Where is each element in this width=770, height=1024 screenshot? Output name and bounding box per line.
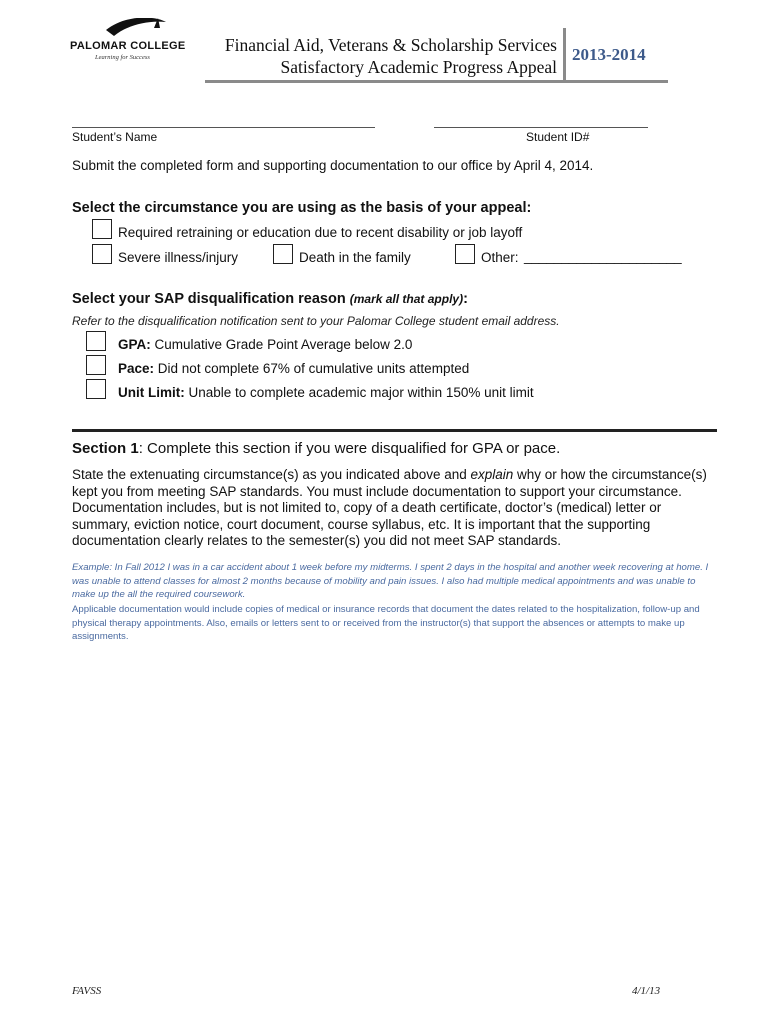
student-id-line[interactable] xyxy=(434,127,648,128)
section1-example: Example: In Fall 2012 I was in a car accident about 1 week before my midterms. I spent 2 days in the hospital and another week recovering at home. I was unable to attend classes for almost 2 months because of mobility and pain issues. I also had multiple medical appointments and was unable to make up the all the required coursework. xyxy=(72,562,709,600)
checkbox-other[interactable] xyxy=(455,244,475,264)
reason-unit-limit-label: Unit Limit: xyxy=(118,385,185,400)
section1-applicable-docs: Applicable documentation would include copies of medical or insurance records that document the dates related to the hospitalization, follow-up and physical therapy appointments. Also, emails or letters sent to or received from the instructor(s) that support the absences or attempts to make up assignments. xyxy=(72,604,700,642)
reason-gpa-label: GPA: xyxy=(118,337,151,352)
reason-unit-limit-text: Unable to complete academic major within 150% unit limit xyxy=(188,385,534,400)
reason-gpa xyxy=(118,337,412,352)
section-divider xyxy=(72,429,717,432)
disqualification-heading-text: Select your SAP disqualification reason xyxy=(72,291,346,307)
student-name-label: Student’s Name xyxy=(72,130,158,144)
logo-name: PALOMAR COLLEGE xyxy=(70,40,186,52)
award-year: 2013-2014 xyxy=(572,45,646,64)
disqualification-heading xyxy=(72,291,468,307)
reason-pace-text: Did not complete 67% of cumulative units attempted xyxy=(157,361,470,376)
other-input-line[interactable]: _____________________ xyxy=(524,249,682,264)
reason-gpa-text: Cumulative Grade Point Average below 2.0 xyxy=(154,337,413,352)
checkbox-unit-limit[interactable] xyxy=(86,379,106,399)
checkbox-illness[interactable] xyxy=(92,244,112,264)
disqualification-note: Refer to the disqualification notification sent to your Palomar College student email address. xyxy=(72,314,560,328)
checkbox-death[interactable] xyxy=(273,244,293,264)
reason-unit-limit xyxy=(118,385,534,400)
logo-tagline: Learning for Success xyxy=(95,54,150,61)
section1-heading-rest: : Complete this section if you were disqualified for GPA or pace. xyxy=(138,440,561,457)
circumstance-heading: Select the circumstance you are using as the basis of your appeal: xyxy=(72,200,532,216)
section1-para-explain: explain xyxy=(470,467,514,482)
header-divider-horizontal xyxy=(205,80,668,83)
option-death-label: Death in the family xyxy=(299,250,411,265)
option-illness-label: Severe illness/injury xyxy=(118,250,239,265)
checkbox-pace[interactable] xyxy=(86,355,106,375)
student-name-line[interactable] xyxy=(72,127,375,128)
section1-instructions xyxy=(72,467,712,550)
footer-date: 4/1/13 xyxy=(632,985,661,997)
reason-pace xyxy=(118,361,469,376)
option-other-label: Other: xyxy=(481,250,519,265)
disqualification-heading-note: (mark all that apply) xyxy=(349,292,464,306)
checkbox-gpa[interactable] xyxy=(86,331,106,351)
section1-para-part2: why or how the circumstance(s) kept you from meeting SAP standards. You must include documentation to support your circumstance. Documentation includes, but is not limited to, copy of a death certificate, doctor’s (medical) letter or summary, eviction notice, court document, course syllabus, etc. It is important that the supporting documentation clearly relates to the semester(s) you did not meet SAP standards. xyxy=(72,467,707,548)
disqualification-heading-colon: : xyxy=(463,291,468,307)
office-title: Financial Aid, Veterans & Scholarship Services xyxy=(224,35,557,55)
option-retraining-label: Required retraining or education due to recent disability or job layoff xyxy=(118,225,523,240)
submission-instructions: Submit the completed form and supporting documentation to our office by April 4, 2014. xyxy=(72,158,594,173)
footer-office: FAVSS xyxy=(72,985,102,997)
section1-para-part1: State the extenuating circumstance(s) as you indicated above and xyxy=(72,467,471,482)
student-id-label: Student ID# xyxy=(526,130,590,144)
header-divider-vertical xyxy=(563,28,566,82)
form-title: Satisfactory Academic Progress Appeal xyxy=(280,57,557,77)
section1-heading xyxy=(72,440,560,457)
checkbox-retraining[interactable] xyxy=(92,219,112,239)
reason-pace-label: Pace: xyxy=(118,361,155,376)
section1-label: Section 1 xyxy=(72,440,139,457)
